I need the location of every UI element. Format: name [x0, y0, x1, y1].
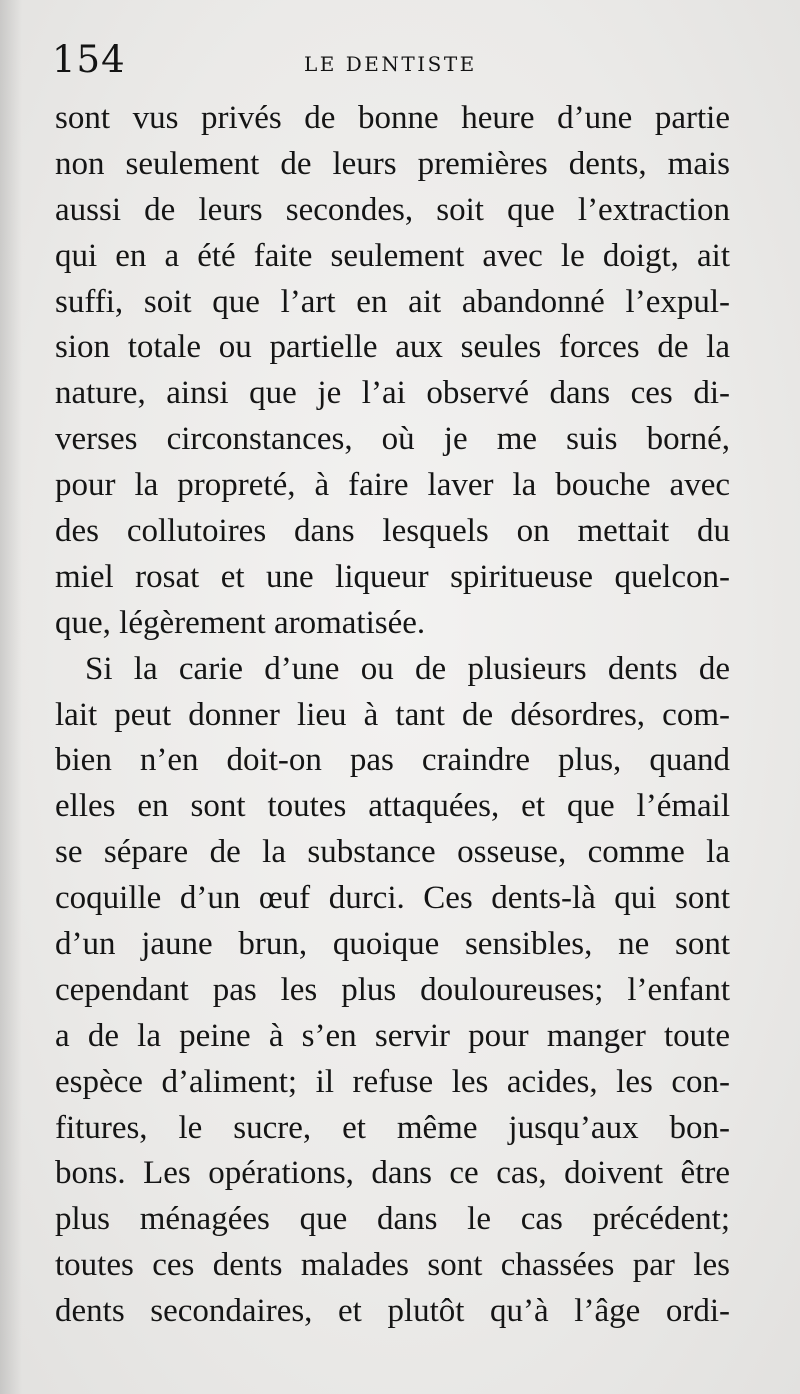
text-line: des collutoires dans lesquels on mettait du: [55, 513, 730, 550]
text-line: que, légèrement aromatisée.: [55, 604, 426, 641]
page-header: [52, 38, 732, 88]
running-title: LE DENTISTE: [304, 52, 477, 76]
text-line: lait peut donner lieu à tant de désordres, com-: [55, 696, 730, 733]
text-line: aussi de leurs secondes, soit que l’extraction: [55, 191, 730, 228]
text-line: bien n’en doit-on pas craindre plus, quand: [55, 742, 730, 779]
text-line: a de la peine à s’en servir pour manger toute: [55, 1017, 730, 1054]
text-line: toutes ces dents malades sont chassées par les: [55, 1247, 730, 1284]
text-line: plus ménagées que dans le cas précédent;: [55, 1201, 730, 1238]
text-line: pour la propreté, à faire laver la bouche avec: [55, 467, 730, 504]
text-line: bons. Les opérations, dans ce cas, doivent être: [55, 1155, 730, 1192]
text-line: verses circonstances, où je me suis borné,: [55, 421, 730, 458]
text-line: miel rosat et une liqueur spiritueuse quelcon-: [55, 558, 730, 595]
text-line: d’un jaune brun, quoique sensibles, ne sont: [55, 926, 730, 963]
page-edge-shadow: [0, 0, 22, 1394]
text-line: sont vus privés de bonne heure d’une partie: [55, 100, 730, 136]
text-line: se sépare de la substance osseuse, comme la: [55, 834, 730, 871]
text-line: dents secondaires, et plutôt qu’à l’âge ordi-: [55, 1293, 730, 1330]
page-number: 154: [52, 38, 126, 81]
paragraph-first-line: Si la carie d’une ou de plusieurs dents de: [85, 650, 730, 687]
text-line: non seulement de leurs premières dents, mais: [55, 145, 730, 182]
body-text: [55, 96, 730, 1335]
text-line: espèce d’aliment; il refuse les acides, les con-: [55, 1063, 730, 1100]
text-line: fitures, le sucre, et même jusqu’aux bon-: [55, 1109, 730, 1146]
text-line: nature, ainsi que je l’ai observé dans ces di-: [55, 375, 730, 412]
text-line: qui en a été faite seulement avec le doigt, ait: [55, 237, 730, 274]
text-line: suffi, soit que l’art en ait abandonné l’expul-: [55, 283, 730, 320]
text-line: sion totale ou partielle aux seules forces de la: [55, 329, 730, 366]
text-line: elles en sont toutes attaquées, et que l’émail: [55, 788, 730, 825]
text-line: cependant pas les plus douloureuses; l’enfant: [55, 971, 730, 1008]
text-line: coquille d’un œuf durci. Ces dents-là qui sont: [55, 880, 730, 917]
